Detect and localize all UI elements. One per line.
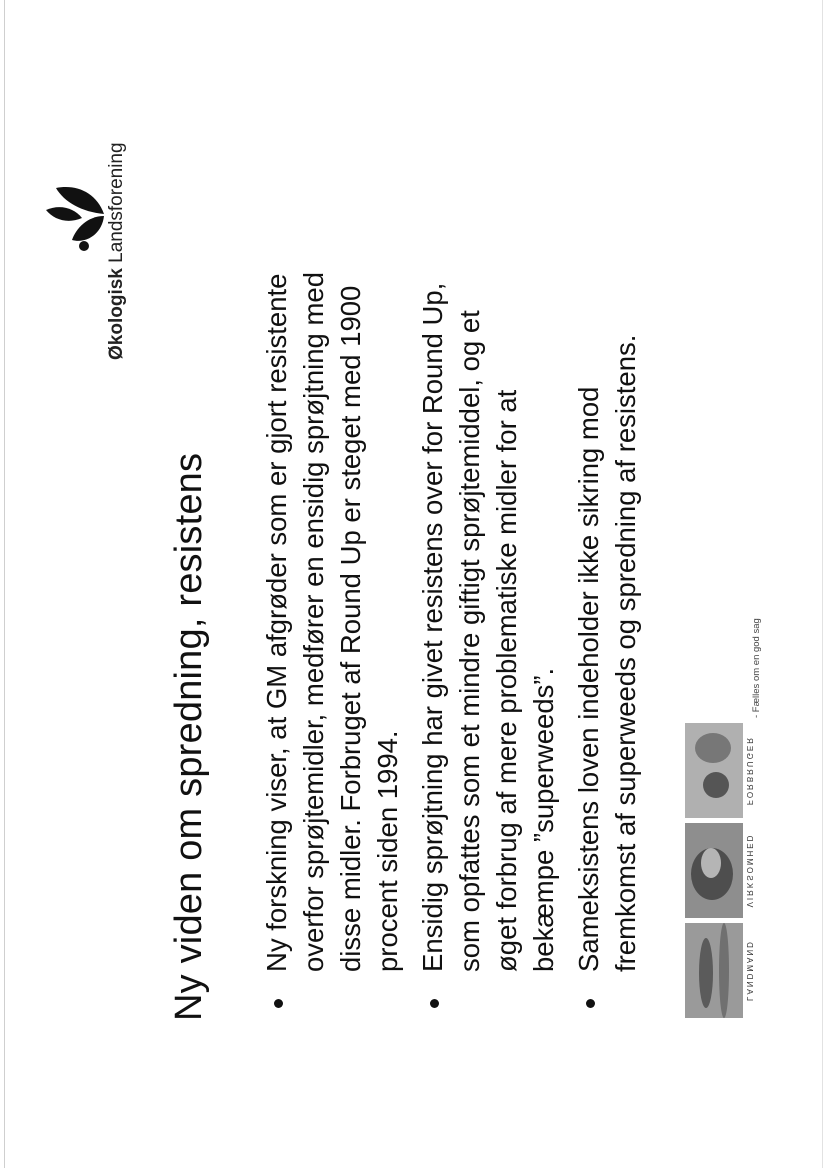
bullet-dot-icon [586,999,595,1008]
forbruger-label: FORBRUGER [745,735,754,806]
forbruger-photo [685,723,743,818]
bullet-line: øget forbrug af mere problematiske midler for at [491,389,522,972]
bullet-list [258,88,652,1008]
footer-tagline: - Fælles om en god sag [751,618,762,718]
virksomhed-photo [685,823,743,918]
slide-title: Ny viden om spredning, resistens [168,452,210,1021]
bullet-line: Ensidig sprøjtning har givet resistens over for Round Up, [417,282,448,972]
virksomhed-label: VIRKSOMHED [745,833,754,908]
bullet-line: overfor sprøjtemidler, medfører en ensidig sprøjtning med [298,272,329,972]
bullet-line: bekæmpe ”superweeds”. [528,667,559,972]
bullet-line: procent siden 1994. [372,730,403,972]
bullet-line: Ny forskning viser, at GM afgrøder som er gjort resistente [261,273,292,972]
leaf-logo-icon [42,184,108,254]
bullet-dot-icon [274,999,283,1008]
bullet-dot-icon [430,999,439,1008]
bullet-line: disse midler. Forbruget af Round Up er steget med 1900 [335,285,366,972]
organization-name-rest: Landsforening [106,142,127,269]
bullet-line: Sameksistens loven indeholder ikke sikring mod [573,386,604,972]
bullet-line: som opfattes som et mindre giftigt sprøjtemiddel, og et [454,310,485,972]
landmand-label: LANDMAND [745,940,754,1001]
bullet-item [570,88,644,1008]
bullet-item [258,88,406,1008]
landmand-photo [685,923,743,1018]
footer-logo-strip [685,618,775,1018]
bullet-item [414,88,562,1008]
organization-logo [38,30,138,360]
organization-name-bold: Økologisk [106,268,127,360]
organization-name [106,142,128,360]
bullet-line: fremkomst af superweeds og spredning af resistens. [610,334,641,972]
